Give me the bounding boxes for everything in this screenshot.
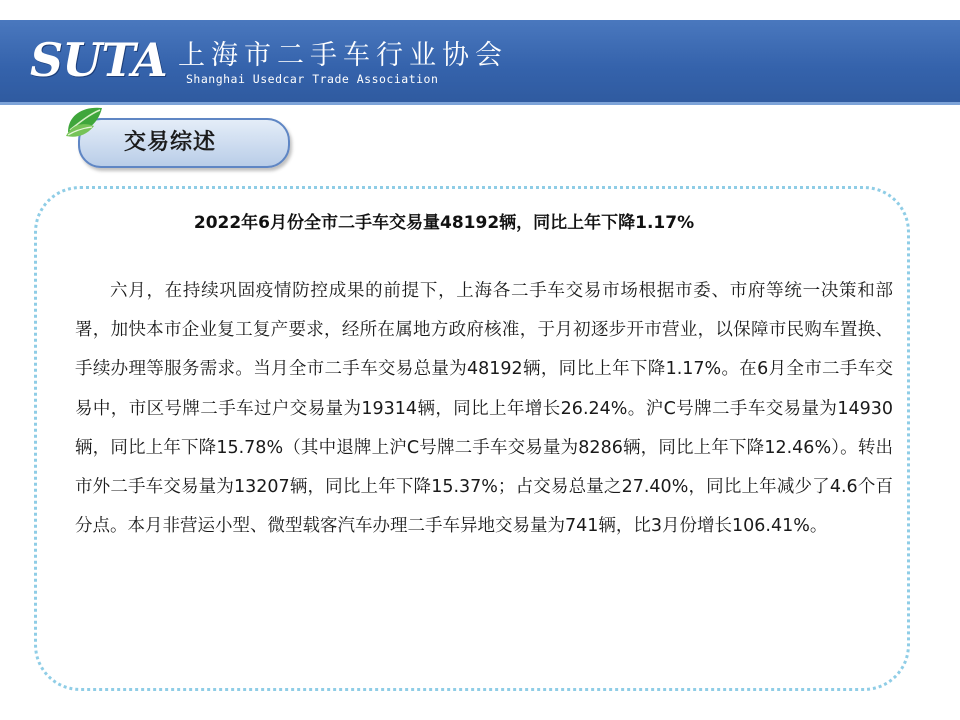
- top-strip: [0, 0, 960, 20]
- logo-english-name: Shanghai Usedcar Trade Association: [186, 72, 439, 86]
- article-body: 六月，在持续巩固疫情防控成果的前提下，上海各二手车交易市场根据市委、市府等统一决策和部署，加快本市企业复工复产要求，经所在属地方政府核准，于月初逐步开市营业，以保障市民购车置换、手续办理等服务需求。当月全市二手车交易总量为48192辆，同比上年下降1.17%。在6月全市二手车交易中，市区号牌二手车过户交易量为19314辆，同比上年增长26.24%。沪C号牌二手车交易量为14930辆，同比上年下降15.78%（其中退牌上沪C号牌二手车交易量为8286辆，同比上年下降12.46%）。转出市外二手车交易量为13207辆，同比上年下降15.37%；占交易总量之27.40%，同比上年减少了4.6个百分点。本月非营运小型、微型载客汽车办理二手车异地交易量为741辆，比3月份增长106.41%。: [75, 281, 893, 537]
- article-headline: 2022年6月份全市二手车交易量48192辆，同比上年下降1.17%: [193, 213, 695, 233]
- leaf-icon: [62, 102, 106, 142]
- header-divider: [0, 102, 960, 105]
- section-title-pill: [78, 118, 290, 168]
- section-title: 交易综述: [124, 130, 217, 155]
- logo-latin-text: SUTA: [30, 33, 167, 87]
- logo-chinese-name: 上海市二手车行业协会: [178, 40, 508, 71]
